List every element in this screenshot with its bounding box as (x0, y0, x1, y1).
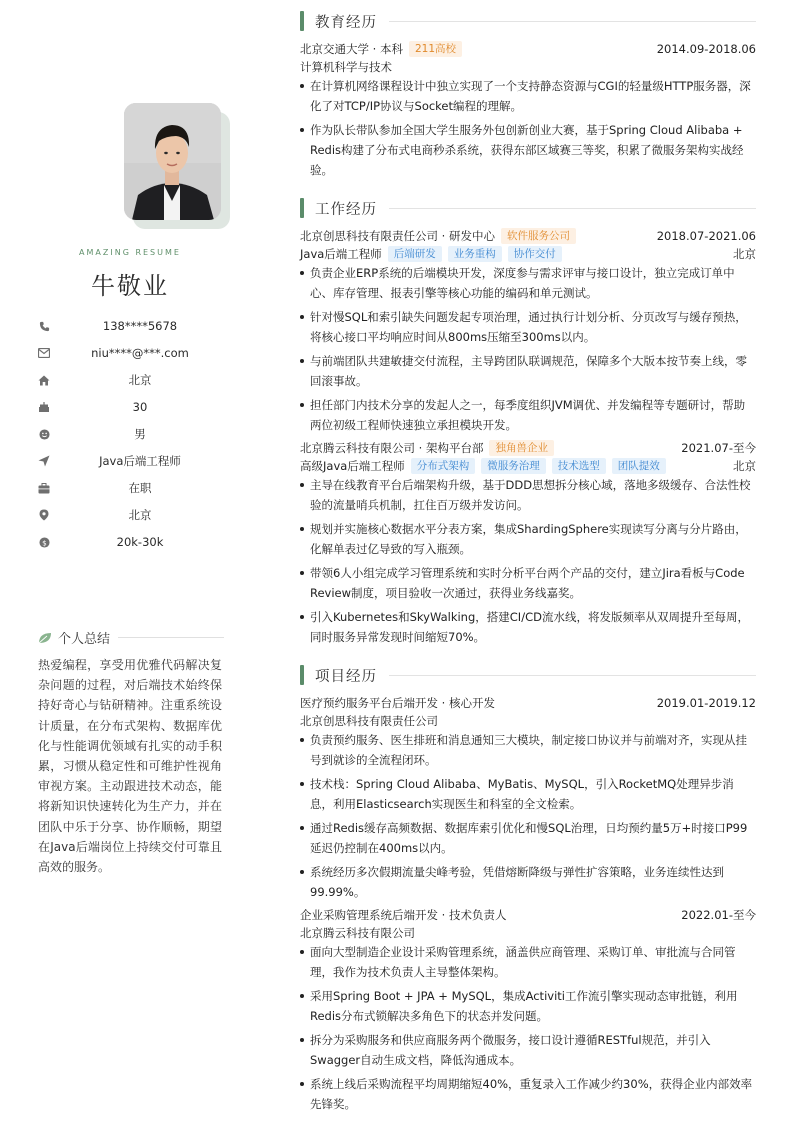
project-1-company-row (300, 712, 756, 729)
info-location: 北京 (128, 507, 152, 522)
cake-icon (38, 401, 50, 413)
list-item: 负责企业ERP系统的后端模块开发，深度参与需求评审与接口设计，独立完成订单中心、库存管理、报表引擎等核心功能的编码和单元测试。 (300, 263, 756, 303)
home-icon (38, 374, 50, 386)
job-1-role: Java后端工程师 (300, 246, 382, 261)
info-position: Java后端工程师 (99, 453, 181, 468)
list-item: 拆分为采购服务和供应商服务两个微服务，接口设计遵循RESTful规范，并引入Swagger自动生成文档，降低沟通成本。 (300, 1030, 756, 1070)
info-age: 30 (132, 399, 148, 414)
info-phone: 138****5678 (102, 318, 178, 333)
job-1-period: 2018.07-2021.06 (656, 228, 756, 243)
education-school-row (300, 40, 756, 57)
list-item: 技术栈：Spring Cloud Alibaba、MyBatis、MySQL，引入RocketMQ处理异步消息，利用Elasticsearch实现医生和科室的全文检索。 (300, 774, 756, 814)
info-row-email (38, 339, 228, 366)
project-1-bullets (300, 730, 756, 906)
briefcase-icon (38, 482, 50, 494)
list-item: 通过Redis缓存高频数据、数据库索引优化和慢SQL治理，日均预约量5万+时接口P99延迟仍控制在400ms以内。 (300, 818, 756, 858)
list-item: 负责预约服务、医生排班和消息通知三大模块，制定接口协议并与前端对齐，实现从挂号到就诊的全流程闭环。 (300, 730, 756, 770)
job-1-company-row (300, 227, 756, 244)
list-item: 采用Spring Boot + JPA + MySQL，集成Activiti工作流引擎实现动态审批链，利用Redis分布式锁解决多角色下的状态并发问题。 (300, 986, 756, 1026)
projects-title: 项目经历 (315, 668, 377, 685)
leaf-icon (38, 632, 52, 644)
project-1-name: 医疗预约服务平台后端开发 · 核心开发 (300, 695, 495, 710)
job-2-role-tag: 微服务治理 (481, 458, 546, 474)
project-1-name-row (300, 694, 756, 711)
job-1-role-tag: 业务重构 (448, 246, 502, 262)
education-period: 2014.09-2018.06 (656, 41, 756, 56)
info-row-position (38, 447, 228, 474)
info-row-salary (38, 528, 228, 555)
list-item: 规划并实施核心数据水平分表方案，集成ShardingSphere实现读写分离与分片路由，化解单表过亿导致的写入瓶颈。 (300, 519, 756, 559)
left-sidebar (0, 0, 270, 1123)
info-row-phone (38, 312, 228, 339)
project-2-company: 北京腾云科技有限公司 (300, 925, 415, 940)
job-2-city: 北京 (733, 458, 756, 473)
svg-text:$: $ (41, 537, 47, 547)
work-title: 工作经历 (315, 201, 377, 218)
info-row-home (38, 366, 228, 393)
project-2-period: 2022.01-至今 (681, 907, 756, 922)
job-2-role: 高级Java后端工程师 (300, 458, 405, 473)
job-2-role-tag: 技术选型 (552, 458, 606, 474)
list-item: 与前端团队共建敏捷交付流程，主导跨团队联调规范，保障多个大版本按节奏上线，零回滚事故。 (300, 351, 756, 391)
mail-icon (38, 347, 50, 359)
list-item: 引入Kubernetes和SkyWalking，搭建CI/CD流水线，将发版频率从双周提升至每周，同时服务异常发现时间缩短70%。 (300, 607, 756, 647)
job-2-company-row (300, 439, 756, 456)
person-name: 牛敬业 (91, 272, 169, 300)
job-2-bullets (300, 475, 756, 651)
list-item: 系统上线后采购流程平均周期缩短40%，重复录入工作减少约30%，获得企业内部效率先锋奖。 (300, 1074, 756, 1114)
summary-header (38, 628, 224, 647)
section-divider (389, 21, 756, 22)
summary-text: 热爱编程，享受用优雅代码解决复杂问题的过程，对后端技术始终保持好奇心与钻研精神。注重系统设计质量，在分布式架构、数据库优化与性能调优领域有扎实的动手积累，习惯从稳定性和可维护性视角审视方案。主动跟进技术动态，能将新知识快速转化为生产力，并在团队中乐于分享、协作顺畅，期望在Java后端岗位上持续交付可靠且高效的服务。 (38, 658, 222, 875)
job-1-company-tag: 软件服务公司 (501, 228, 576, 244)
project-1-period: 2019.01-2019.12 (656, 695, 756, 710)
education-major-row (300, 58, 756, 75)
section-marker (300, 11, 304, 31)
job-2-role-tag: 分布式架构 (411, 458, 476, 474)
job-1-company: 北京创思科技有限责任公司 · 研发中心 (300, 228, 495, 243)
job-1-city: 北京 (733, 246, 756, 261)
education-school: 北京交通大学 · 本科 (300, 41, 403, 56)
projects-section-header (300, 664, 756, 686)
list-item: 面向大型制造企业设计采购管理系统，涵盖供应商管理、采购订单、审批流与合同管理，我作为技术负责人主导整体架构。 (300, 942, 756, 982)
education-tag: 211高校 (409, 41, 462, 57)
job-2-role-row (300, 457, 756, 474)
education-major: 计算机科学与技术 (300, 59, 392, 74)
project-2-name-row (300, 906, 756, 923)
section-marker (300, 665, 304, 685)
list-item: 带领6人小组完成学习管理系统和实时分析平台两个产品的交付，建立Jira看板与Code Review制度，项目验收一次通过，获得业务线嘉奖。 (300, 563, 756, 603)
work-section-header (300, 197, 756, 219)
education-title: 教育经历 (315, 14, 377, 31)
info-salary: 20k-30k (116, 534, 164, 549)
avatar (124, 103, 230, 229)
list-item: 在计算机网络课程设计中独立实现了一个支持静态资源与CGI的轻量级HTTP服务器，深化了对TCP/IP协议与Socket编程的理解。 (300, 76, 756, 116)
project-1-company: 北京创思科技有限责任公司 (300, 713, 438, 728)
info-row-gender (38, 420, 228, 447)
project-2-name: 企业采购管理系统后端开发 · 技术负责人 (300, 907, 507, 922)
money-icon (38, 536, 50, 548)
job-2-role-tag: 团队提效 (612, 458, 666, 474)
info-row-location (38, 501, 228, 528)
smile-icon (38, 428, 50, 440)
job-1-bullets (300, 263, 756, 439)
list-item: 作为队长带队参加全国大学生服务外包创新创业大赛，基于Spring Cloud Alibaba + Redis构建了分布式电商秒杀系统，获得东部区域赛三等奖，积累了微服务架构实战经验。 (300, 120, 756, 180)
section-divider (389, 675, 756, 676)
contact-info-list (38, 312, 228, 555)
list-item: 系统经历多次假期流量尖峰考验，凭借熔断降级与弹性扩容策略，业务连续性达到99.99%。 (300, 862, 756, 902)
info-gender: 男 (134, 426, 146, 441)
avatar-photo (124, 103, 221, 220)
education-section-header (300, 10, 756, 32)
info-row-status (38, 474, 228, 501)
list-item: 主导在线教育平台后端架构升级，基于DDD思想拆分核心域，落地多级缓存、合法性校验的流量哨兵机制，扛住百万级并发访问。 (300, 475, 756, 515)
project-2-bullets (300, 942, 756, 1118)
project-2-company-row (300, 924, 756, 941)
info-status: 在职 (128, 480, 152, 495)
job-1-role-tag: 协作交付 (508, 246, 562, 262)
list-item: 担任部门内技术分享的发起人之一，每季度组织JVM调优、并发编程等专题研讨，帮助两位初级工程师快速独立承担模块开发。 (300, 395, 756, 435)
section-divider (389, 208, 756, 209)
info-row-age (38, 393, 228, 420)
info-email: niu****@***.com (91, 345, 189, 360)
job-1-role-tag: 后端研发 (388, 246, 442, 262)
job-2-company-tag: 独角兽企业 (489, 440, 554, 456)
job-2-period: 2021.07-至今 (681, 440, 756, 455)
summary-divider (118, 637, 224, 638)
location-icon (38, 509, 50, 521)
send-icon (38, 455, 50, 467)
phone-icon (38, 320, 50, 332)
list-item: 针对慢SQL和索引缺失问题发起专项治理，通过执行计划分析、分页改写与缓存预热，将核心接口平均响应时间从800ms压缩至300ms以内。 (300, 307, 756, 347)
section-marker (300, 198, 304, 218)
info-home: 北京 (128, 372, 152, 387)
job-2-company: 北京腾云科技有限公司 · 架构平台部 (300, 440, 484, 455)
brand-label: AMAZING RESUME (79, 248, 181, 257)
job-1-role-row (300, 245, 756, 262)
education-bullets (300, 76, 756, 184)
summary-title: 个人总结 (58, 632, 111, 647)
